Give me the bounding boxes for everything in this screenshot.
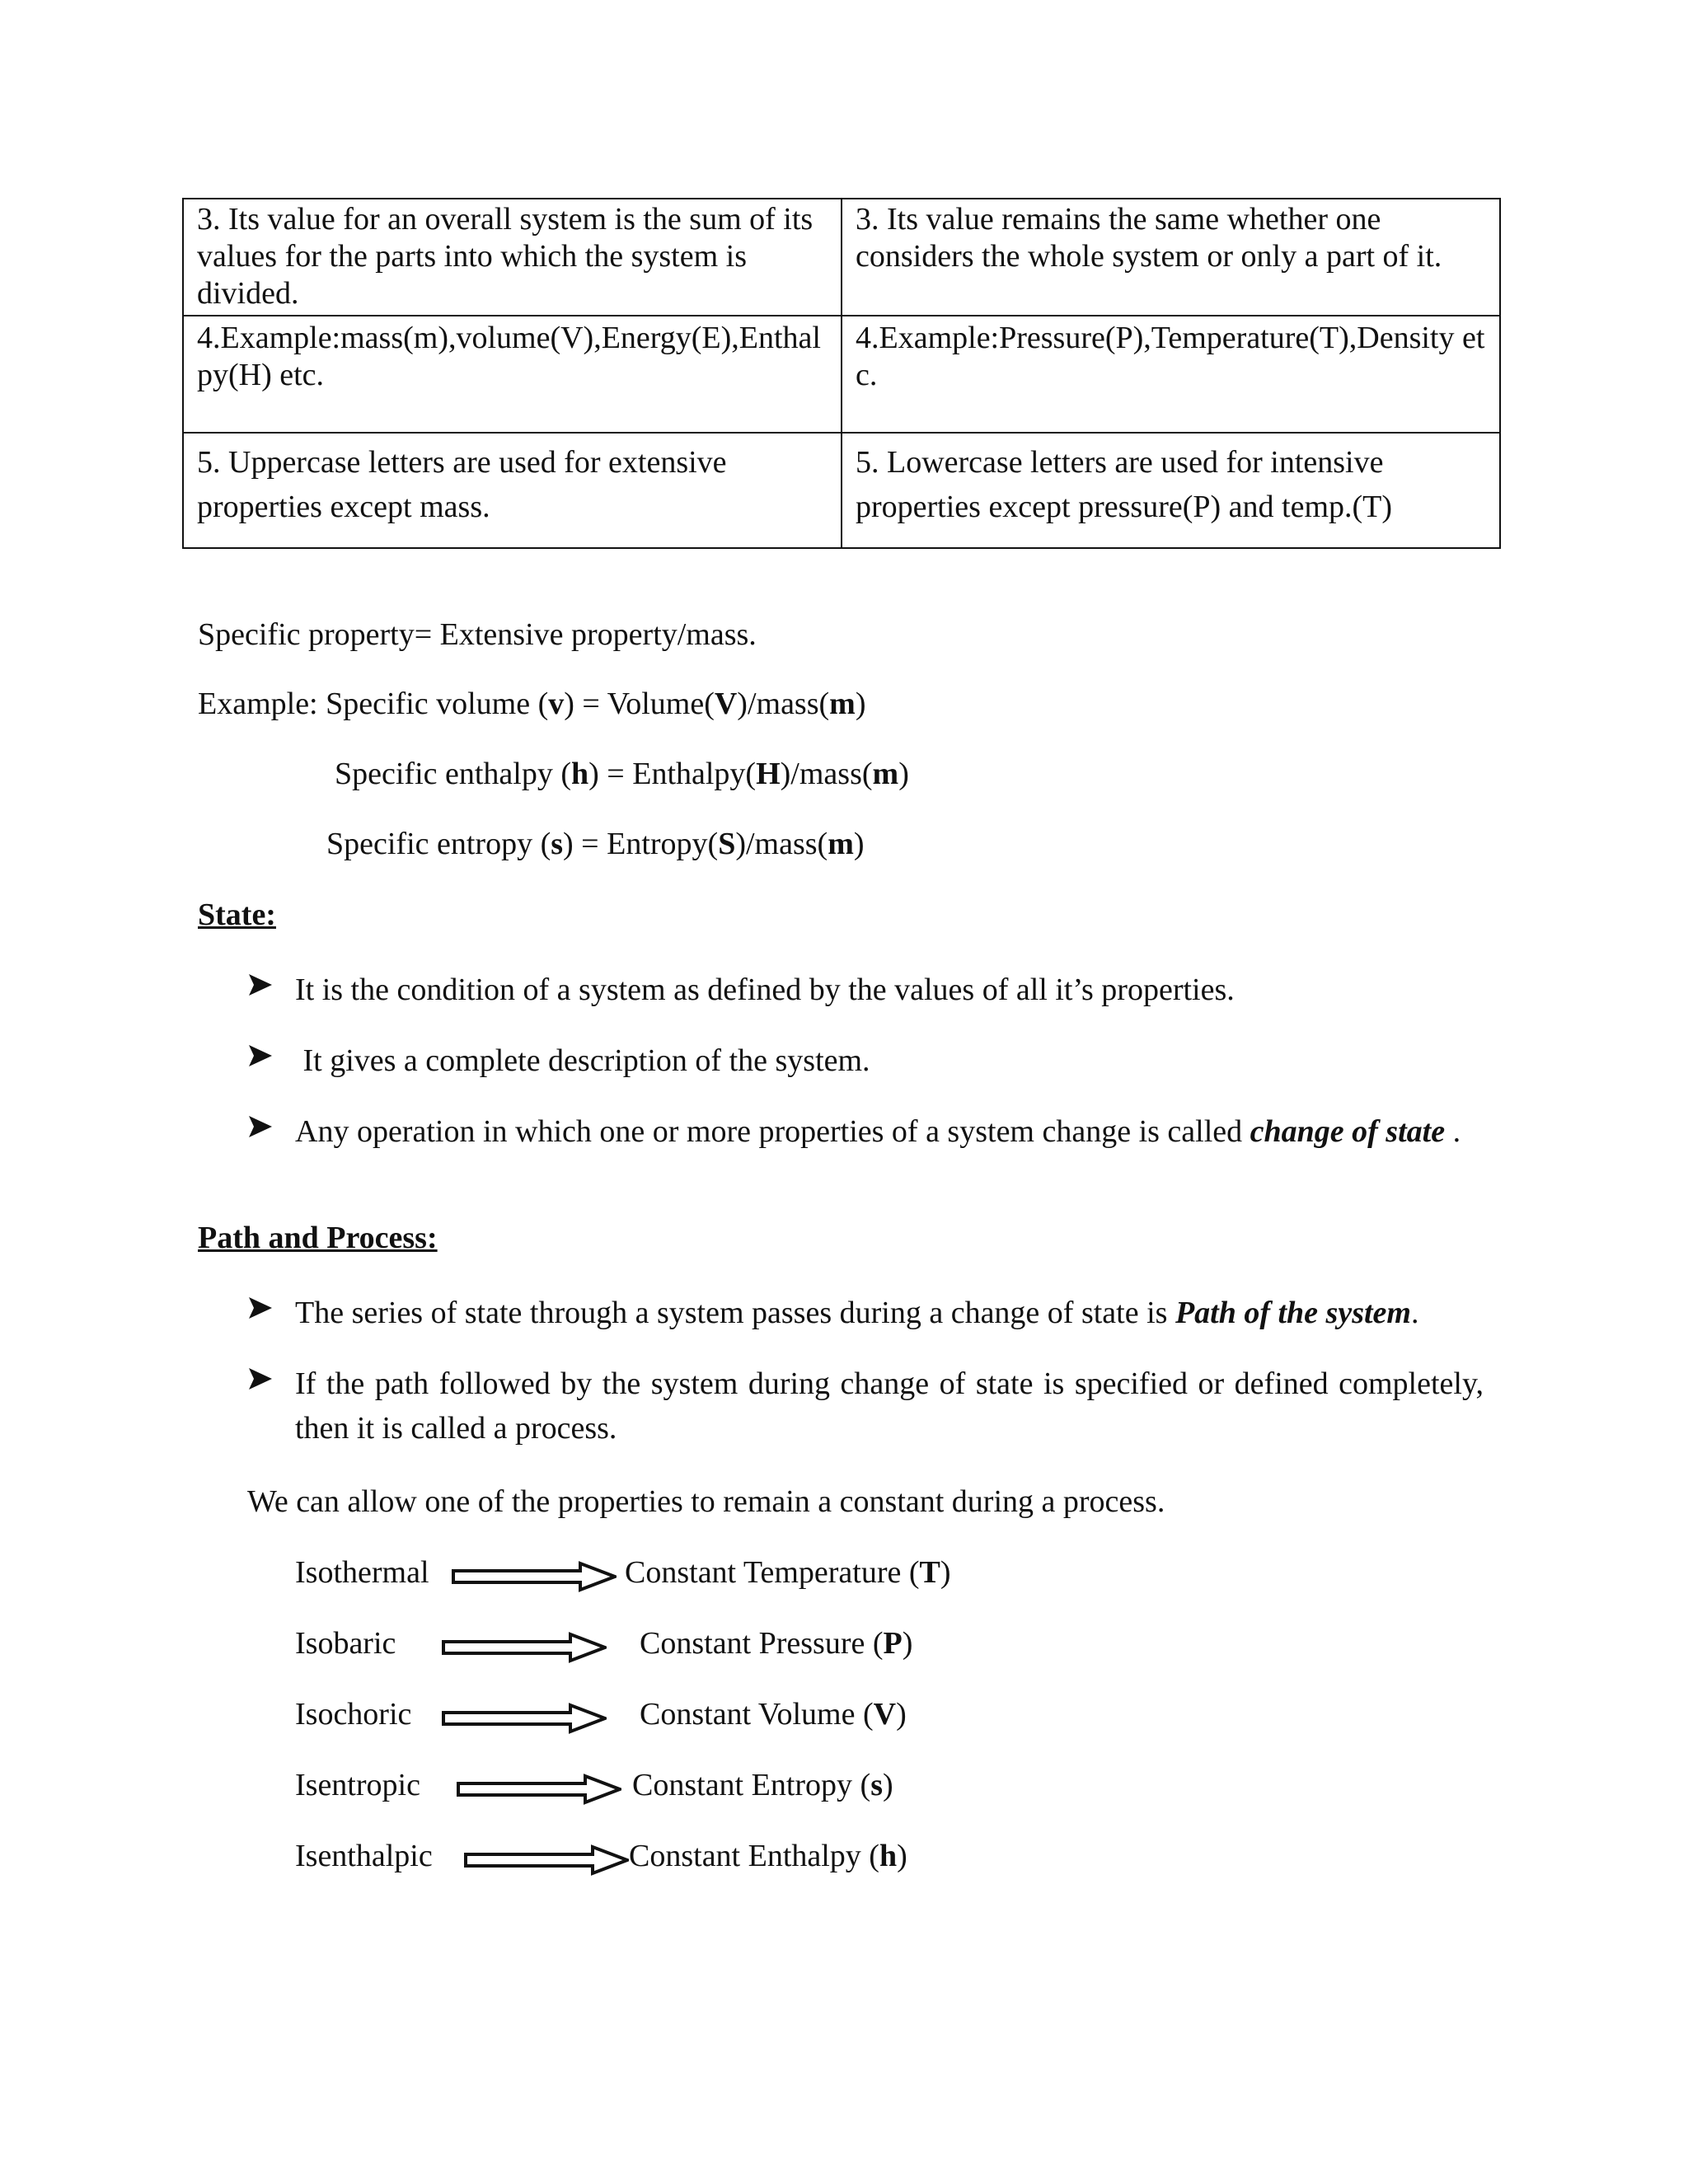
symbol: m: [872, 757, 899, 791]
bullet-arrow-icon: [247, 1361, 277, 1396]
bullet-text: [295, 1109, 1484, 1154]
symbol: H: [756, 757, 781, 791]
right-arrow-icon: [442, 1631, 607, 1664]
specific-example-enthalpy: [335, 756, 909, 792]
specific-property-definition: Specific property= Extensive property/mass.: [198, 617, 757, 652]
bullet-text-part: The series of state through a system passes during a change of state is: [295, 1296, 1175, 1330]
bullet-text-part: .: [1410, 1296, 1419, 1330]
table-row: [183, 316, 1500, 433]
right-arrow-icon: [464, 1844, 629, 1877]
right-arrow-icon: [457, 1773, 621, 1806]
specific-example-entropy: [326, 826, 865, 862]
emphasis-text: Path of the system: [1175, 1296, 1411, 1330]
process-name-isothermal: Isothermal: [295, 1555, 429, 1590]
state-heading: State:: [198, 898, 276, 932]
table-row: [183, 433, 1500, 548]
symbol: m: [828, 827, 854, 861]
bullet-arrow-icon: [247, 1109, 277, 1144]
symbol: s: [551, 827, 564, 861]
example-text: ): [898, 757, 909, 791]
bullet-text: It gives a complete description of the system.: [295, 1043, 870, 1078]
process-value-text: ): [883, 1768, 893, 1802]
right-arrow-icon: [452, 1560, 617, 1593]
specific-example-volume: [198, 686, 865, 722]
example-text: ) = Enthalpy(: [588, 757, 757, 791]
process-value-pressure: [640, 1625, 912, 1661]
process-value-volume: [640, 1696, 907, 1732]
path-process-heading: Path and Process:: [198, 1221, 438, 1255]
example-text: )/mass(: [737, 687, 830, 721]
example-text: )/mass(: [735, 827, 828, 861]
symbol: V: [873, 1697, 897, 1732]
bullet-arrow-icon: [247, 1038, 277, 1073]
symbol: V: [714, 687, 738, 721]
table-cell-extensive: 4.Example:mass(m),volume(V),Energy(E),Enthalpy(H) etc.: [183, 316, 842, 433]
process-value-text: ): [940, 1555, 951, 1590]
example-text: ) = Entropy(: [563, 827, 719, 861]
right-arrow-icon: [442, 1702, 607, 1735]
symbol: h: [571, 757, 589, 791]
example-text: Specific enthalpy (: [335, 757, 572, 791]
properties-comparison-table: [182, 198, 1501, 549]
process-value-text: Constant Entropy (: [632, 1768, 871, 1802]
example-text: ): [855, 687, 866, 721]
process-value-entropy: [632, 1767, 893, 1803]
example-text: )/mass(: [780, 757, 873, 791]
symbol: T: [919, 1555, 940, 1590]
bullet-text: [295, 1291, 1484, 1335]
symbol: h: [879, 1839, 898, 1873]
emphasis-text: change of state: [1250, 1114, 1446, 1149]
process-value-text: Constant Volume (: [640, 1697, 874, 1732]
symbol: v: [548, 687, 565, 721]
table-cell-extensive: 3. Its value for an overall system is the sum of its values for the parts into which the system is divided.: [183, 199, 842, 316]
table-cell-extensive: 5. Uppercase letters are used for extensive properties except mass.: [183, 433, 842, 548]
process-name-isobaric: Isobaric: [295, 1626, 396, 1661]
example-text: ): [853, 827, 865, 861]
process-name-isenthalpic: Isenthalpic: [295, 1839, 433, 1873]
table-cell-intensive: 5. Lowercase letters are used for intensive properties except pressure(P) and temp.(T): [842, 433, 1500, 548]
symbol: m: [829, 687, 856, 721]
example-text: Specific entropy (: [326, 827, 551, 861]
bullet-text: If the path followed by the system during change of state is specified or defined completely, then it is called a process.: [295, 1366, 1484, 1446]
process-value-text: ): [902, 1626, 913, 1661]
symbol: S: [718, 827, 736, 861]
process-value-enthalpy: [629, 1838, 907, 1874]
process-name-isochoric: Isochoric: [295, 1697, 412, 1732]
example-text: Specific volume (: [326, 687, 549, 721]
process-value-text: Constant Enthalpy (: [629, 1839, 879, 1873]
bullet-text-part: .: [1445, 1114, 1461, 1149]
process-value-text: Constant Temperature (: [625, 1555, 920, 1590]
bullet-arrow-icon: [247, 968, 277, 1002]
bullet-text-part: Any operation in which one or more properties of a system change is called: [295, 1114, 1250, 1149]
process-value-text: Constant Pressure (: [640, 1626, 884, 1661]
table-cell-intensive: 3. Its value remains the same whether one considers the whole system or only a part of it.: [842, 199, 1500, 316]
symbol: P: [883, 1626, 903, 1661]
process-value-text: ): [896, 1697, 907, 1732]
constant-intro: We can allow one of the properties to remain a constant during a process.: [247, 1484, 1165, 1519]
process-value-text: ): [897, 1839, 907, 1873]
process-name-isentropic: Isentropic: [295, 1768, 420, 1802]
bullet-arrow-icon: [247, 1291, 277, 1325]
example-text: ) = Volume(: [564, 687, 715, 721]
example-prefix: Example:: [198, 687, 326, 721]
process-value-temperature: [625, 1554, 951, 1591]
table-cell-intensive: 4.Example:Pressure(P),Temperature(T),Density etc.: [842, 316, 1500, 433]
table-row: [183, 199, 1500, 316]
bullet-text: It is the condition of a system as defined by the values of all it’s properties.: [295, 972, 1235, 1007]
symbol: s: [870, 1768, 883, 1802]
